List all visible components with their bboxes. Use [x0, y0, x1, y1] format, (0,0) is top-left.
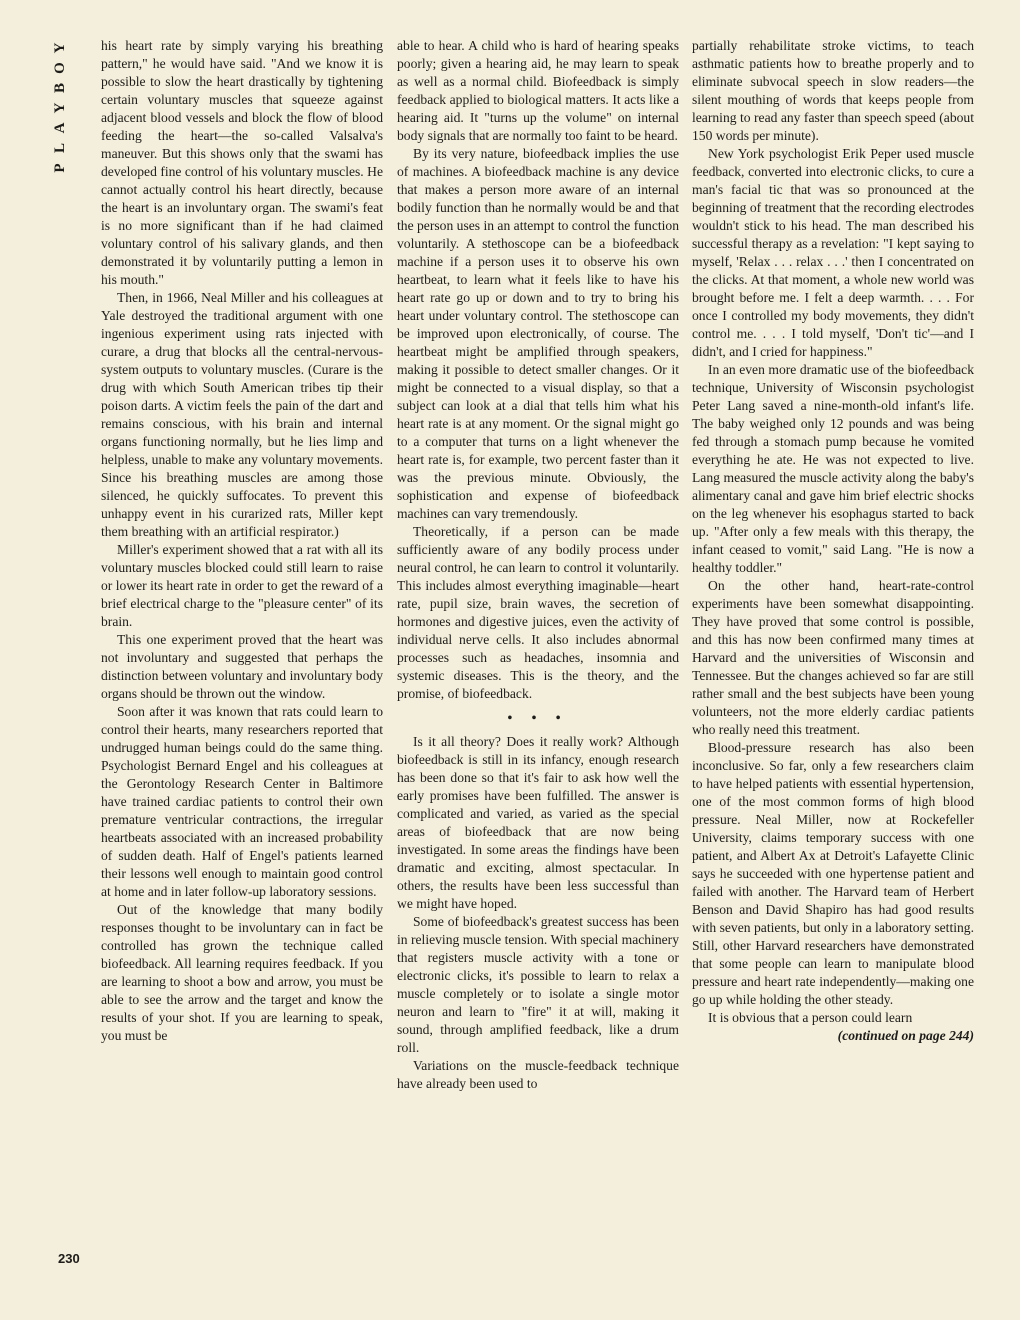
paragraph: This one experiment proved that the heart was not involuntary and suggested that perhaps the distinction between voluntary and involuntary body organs should be thrown out the window.: [101, 632, 383, 701]
paragraph: Some of biofeedback's greatest success has been in relieving muscle tension. With special machinery that registers muscle activity with a tone or electronic clicks, it's possible to learn to relax a muscle completely or to isolate a single motor neuron and learn to "fire" it at will, making it sound, through amplified feedback, like a drum roll.: [397, 914, 679, 1055]
text-column-1: [101, 37, 383, 1045]
magazine-letter: P: [52, 163, 68, 173]
magazine-name-vertical: [50, 38, 76, 178]
magazine-letter: Y: [52, 102, 68, 114]
paragraph: Then, in 1966, Neal Miller and his colleagues at Yale destroyed the traditional argument with one ingenious experiment using rats injected with curare, a drug that blocks all the central-nervous-system outputs to voluntary muscles. (Curare is the drug with which South American tribes tip their poison darts. A victim feels the pain of the dart and remains conscious, with his brain and internal organs functioning normally, but he lies limp and helpless, unable to make any voluntary movements. Since his breathing muscles are among those silenced, he quickly suffocates. To prevent this unhappy event in his curarized rats, Miller kept them breathing with an artificial respirator.): [101, 290, 383, 539]
paragraph: New York psychologist Erik Peper used muscle feedback, converted into electronic clicks, to cure a man's facial tic that was so pronounced at the beginning of treatment that the recording electrodes wouldn't stick to his head. The man described his successful therapy as a revelation: "I kept saying to myself, 'Relax . . . relax . . .' then I concentrated on the clicks. At that moment, a whole new world was brought before me. I felt a deep warmth. . . . For once I controlled my body movements, they didn't control me. . . . I told myself, 'Don't tic'—and I didn't, and I cried for happiness.": [692, 146, 974, 359]
paragraph: Is it all theory? Does it really work? Although biofeedback is still in its infancy, enough research has been done so that it's fair to ask how well the early promises have been fulfilled. The answer is complicated and varied, as varied as the special areas of biofeedback that are now being investigated. In some areas the findings have been dramatic and exciting, almost spectacular. In others, the results have been less successful than we might have hoped.: [397, 734, 679, 911]
magazine-letter: L: [52, 143, 68, 154]
page-number: 230: [58, 1251, 80, 1266]
paragraph: It is obvious that a person could learn: [708, 1010, 913, 1025]
magazine-letter: O: [52, 62, 68, 74]
paragraph: his heart rate by simply varying his breathing pattern," he would have said. "And we know it is possible to slow the heart drastically by tightening certain voluntary muscles that squeeze against adjacent blood vessels and block the flow of blood feeding the heart—the so-called Valsalva's maneuver. But this shows only that the swami has developed fine control of his voluntary muscles. He cannot actually control his heart directly, because the heart is an involuntary organ. The swami's feat is no more significant than if he had claimed voluntary control of his salivary glands, and then demonstrated it by voluntarily putting a lemon in his mouth.": [101, 38, 383, 287]
paragraph: able to hear. A child who is hard of hearing speaks poorly; given a hearing aid, he may learn to speak as well as a normal child. Biofeedback is simply feedback applied to biological matters. It acts like a hearing aid. It "turns up the volume" on internal body signals that are normally too faint to be heard.: [397, 38, 679, 143]
text-column-3: [692, 37, 974, 1045]
paragraph: Soon after it was known that rats could learn to control their hearts, many researchers reported that undrugged human beings could do the same thing. Psychologist Bernard Engel and his colleagues at the Gerontology Research Center in Baltimore have trained cardiac patients to control their own premature ventricular contractions, the irregular heartbeats associated with an increased probability of sudden death. Half of Engel's patients learned their lessons well enough to maintain good control at home and in later follow-up laboratory sessions.: [101, 704, 383, 899]
paragraph: On the other hand, heart-rate-control experiments have been somewhat disappointing. They have proved that some control is possible, and this has now been confirmed many times at Harvard and the universities of Wisconsin and Tennessee. But the changes achieved so far are still rather small and the best subjects have been young volunteers, not the more elderly cardiac patients who really need this treatment.: [692, 578, 974, 737]
magazine-letter: Y: [52, 42, 68, 54]
paragraph: In an even more dramatic use of the biofeedback technique, University of Wisconsin psychologist Peter Lang saved a nine-month-old infant's life. The baby weighed only 12 pounds and was being fed through a stomach pump because he vomited everything he ate. He was not expected to live. Lang measured the muscle activity along the baby's alimentary canal and gave him brief electric shocks on the leg whenever his esophagus started to back up. "After only a few meals with this therapy, the infant ceased to vomit," said Lang. "He is now a healthy toddler.": [692, 362, 974, 575]
paragraph: partially rehabilitate stroke victims, to teach asthmatic patients how to breathe properly and to eliminate subvocal speech in slow readers—the silent mouthing of words that keeps people from learning to read any faster than speech speed (about 150 words per minute).: [692, 38, 974, 143]
paragraph: Blood-pressure research has also been inconclusive. So far, only a few researchers claim to have helped patients with essential hypertension, one of the most common forms of high blood pressure. Neal Miller, now at Rockefeller University, claims temporary success with one patient, and Albert Ax at Detroit's Lafayette Clinic says he succeeded with one hypertense patient and failed with another. The Harvard team of Herbert Benson and David Shapiro has had good results with seven patients, but only in a laboratory setting. Still, other Harvard researchers have demonstrated that some people can learn to manipulate blood pressure and heart rate independently—making one go up while holding the other steady.: [692, 740, 974, 1007]
paragraph: Miller's experiment showed that a rat with all its voluntary muscles blocked could still learn to raise or lower its heart rate in order to get the reward of a brief electrical charge to the "pleasure center" of its brain.: [101, 542, 383, 629]
paragraph: Variations on the muscle-feedback technique have already been used to: [397, 1058, 679, 1091]
paragraph: Theoretically, if a person can be made sufficiently aware of any bodily process under neural control, he can learn to control it voluntarily. This includes almost everything imaginable—heart rate, pupil size, brain waves, the secretion of hormones and digestive juices, even the activity of individual nerve cells. It also includes abnormal processes such as headaches, insomnia and systemic diseases. This is the theory, and the promise, of biofeedback.: [397, 524, 679, 701]
magazine-letter: A: [52, 122, 68, 134]
magazine-letter: B: [52, 83, 68, 94]
continued-note: (continued on page 244): [837, 1028, 974, 1043]
section-separator: • • •: [507, 710, 569, 725]
paragraph: By its very nature, biofeedback implies the use of machines. A biofeedback machine is any device that makes a person more aware of an internal bodily function than he normally would be and that the person uses in an attempt to control the function voluntarily. A stethoscope can be a biofeedback machine if a person uses it to observe his own heartbeat, to learn what it feels like to have his heart rate go up or down and to try to bring his heart under voluntary control. The stethoscope can be improved upon electronically, of course. The heartbeat might be amplified through speakers, making it possible to detect smaller changes. Or it might be connected to a visual display, so that a subject can look at a dial that tells him what his heart rate is at any moment. Or the signal might go to a computer that turns on a light whenever the heart rate is, for example, two percent faster than it was the previous minute. Obviously, the sophistication and expense of biofeedback machines can vary tremendously.: [397, 146, 680, 521]
text-column-2: [397, 37, 679, 1093]
paragraph: Out of the knowledge that many bodily responses thought to be involuntary can in fact be controlled has grown the technique called biofeedback. All learning requires feedback. If you are learning to shoot a bow and arrow, you must be able to see the arrow and the target and know the results of your shot. If you are learning to speak, you must be: [101, 902, 383, 1043]
